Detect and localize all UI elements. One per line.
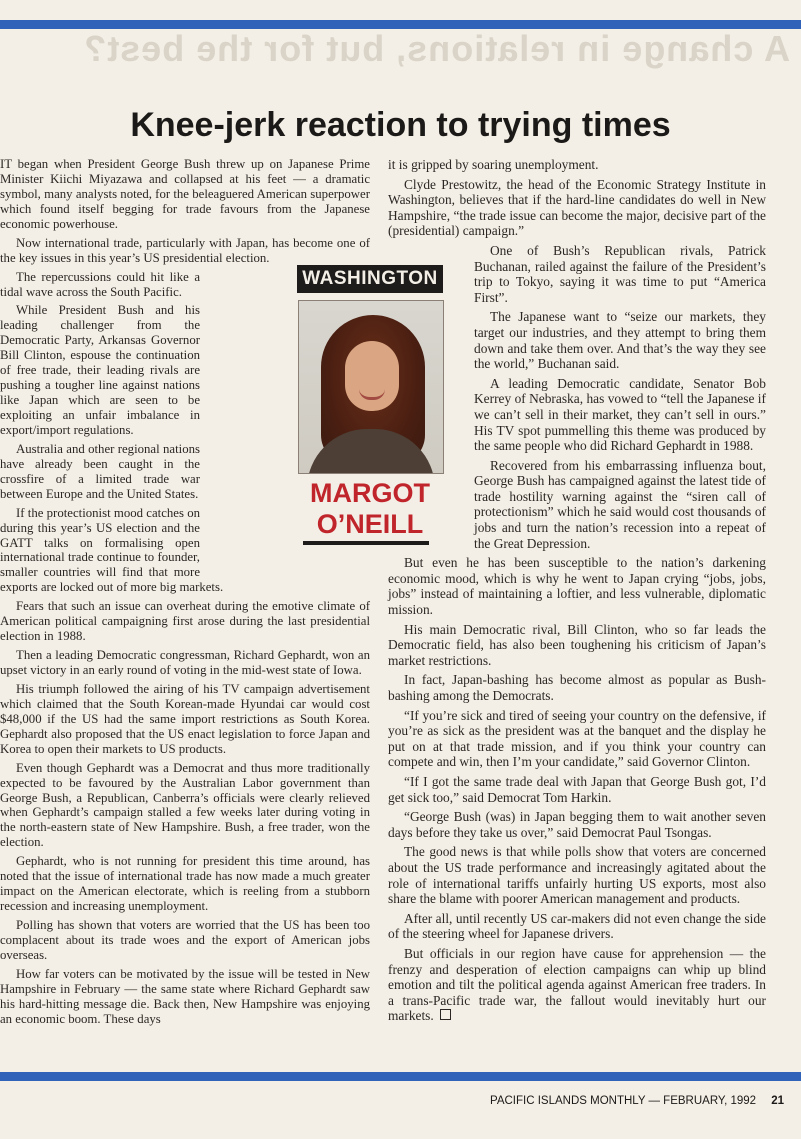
left-paragraph: If the protectionist mood catches on during this year’s US election and the GATT talks on formalising open international trade continue to founder, smaller countries will find that more exports are locked out of more big markets. <box>0 505 224 595</box>
show-through-text: A change in relations, but for the best? <box>83 28 790 69</box>
page-number: 21 <box>771 1095 785 1107</box>
right-paragraph: His main Democratic rival, Bill Clinton, who so far leads the Democratic field, has also been toughening his criticism of Japan’s market restrictions. <box>388 621 766 668</box>
right-paragraph: But even he has been susceptible to the nation’s darkening economic mood, which is why he went to Japan crying “jobs, jobs, jobs” instead of maintaining a loftier, and less vulnerable, diplomatic mission. <box>388 555 766 618</box>
right-paragraph: it is gripped by soaring unemployment. <box>388 157 599 172</box>
right-paragraph: Clyde Prestowitz, the head of the Economic Strategy Institute in Washington, believes that if the hard-line candidates do well in New Hampshire, “the trade issue can become the major, decisive part of the (presidential) campaign.” <box>388 176 766 239</box>
end-mark <box>440 1009 451 1020</box>
author-first-name: MARGOT <box>310 478 430 508</box>
left-paragraph: His triumph followed the airing of his TV campaign advertisement which claimed that the South Korean-made Hyundai car would cost $48,000 if the US had the same import restrictions as South Korea. Gephardt also proposed that the US enact legislation to force Japan and Korea to open their markets to US products. <box>0 681 370 756</box>
right-paragraph: “If I got the same trade deal with Japan that George Bush got, I’d get sick too,” said Democrat Tom Harkin. <box>388 773 766 805</box>
bottom-rule <box>0 1072 801 1081</box>
right-paragraph: The good news is that while polls show that voters are concerned about the US trade performance and increasingly agitated about the role of international tariffs unfairly hurting US exports, most also share the blame with poorer American management and products. <box>388 844 766 907</box>
left-paragraph: Gephardt, who is not running for president this time around, has noted that the issue of international trade has now made a much greater impact on the American electorate, which is reeling from a stubborn recession and increasing unemployment. <box>0 854 370 914</box>
right-column <box>388 157 766 1028</box>
right-paragraph: “If you’re sick and tired of seeing your country on the defensive, if you’re as sick as the president was at the banquet and the display he put on at that trade mission, and if you think your country can compete and win, then I’m your candidate,” said Governor Clinton. <box>388 707 766 770</box>
right-paragraph: “George Bush (was) in Japan begging them to wait another seven days before they take us over,” said Democrat Paul Tsongas. <box>388 809 766 840</box>
author-byline <box>298 478 442 540</box>
author-last-name: O’NEILL <box>316 509 424 539</box>
left-paragraph: The repercussions could hit like a tidal wave across the South Pacific. <box>0 269 200 299</box>
right-paragraph: But officials in our region have cause for apprehension — the frenzy and desperation of election campaigns can whip up blind emotion and tilt the political agenda against American free traders. In a trans-Pacific trade war, the fallout would inevitably hurt our markets. <box>388 945 766 1024</box>
left-paragraph: How far voters can be motivated by the issue will be tested in New Hampshire in February — the same state where Richard Gephardt saw his hard-hitting message die. Back then, New Hampshire was enjoying an economic boom. These days <box>0 966 370 1026</box>
left-paragraph: Australia and other regional nations have already been caught in the crossfire of a limited trade war between Europe and the United States. <box>0 441 200 501</box>
right-paragraph: A leading Democratic candidate, Senator Bob Kerrey of Nebraska, has vowed to “tell the Japanese if we can’t sell in their market, they can’t sell in ours.” His TV spot pummelling this theme was produced by the same people who did Richard Gephardt in 1988. <box>474 375 766 454</box>
right-paragraph: One of Bush’s Republican rivals, Patrick Buchanan, railed against the failure of the President’s trip to Tokyo, saying it was time to put “America First”. <box>474 242 766 305</box>
page-footer <box>490 1095 785 1107</box>
right-paragraph: Recovered from his embarrassing influenza bout, George Bush has campaigned against the latest tide of trade hostility warning against the “siren call of protectionism” which he said would cost thousands of jobs and turn the nation’s recession into a repeat of the Great Depression. <box>474 457 766 551</box>
left-paragraph: Even though Gephardt was a Democrat and thus more traditionally expected to be favoured by the Australian Labor government than George Bush, a Republican, Canberra’s officials were clearly relieved when Gephardt’s campaign stalled a few weeks later during voting in the north-eastern state of New Hampshire. Bush, a free trader, won the election. <box>0 760 370 850</box>
byline-rule <box>303 541 429 545</box>
right-paragraph: After all, until recently US car-makers did not even change the side of the steering wheel for Japanese drivers. <box>388 910 766 942</box>
right-paragraph: In fact, Japan-bashing has become almost as popular as Bush-bashing among the Democrats. <box>388 672 766 703</box>
left-paragraph: Polling has shown that voters are worried that the US has been too complacent about its trade woes and the export of American jobs overseas. <box>0 918 370 962</box>
author-photo <box>298 300 444 474</box>
left-paragraph: IT began when President George Bush threw up on Japanese Prime Minister Kiichi Miyazawa and collapsed at his feet — a dramatic symbol, many analysts noted, for the beleaguered American superpower which found itself begging for trade favours from the Japanese economic powerhouse. <box>0 157 370 231</box>
right-paragraph: The Japanese want to “seize our markets, they target our industries, and they attempt to bring them down and take them over. And that’s the way they see the world,” Buchanan said. <box>474 309 766 372</box>
left-paragraph: While President Bush and his leading challenger from the Democratic Party, Arkansas Governor Bill Clinton, espouse the continuation of free trade, their leading rivals are pushing a tougher line against nations like Japan which are seen to be exploiting an unfair imbalance in export/import regulations. <box>0 303 200 437</box>
left-paragraph: Then a leading Democratic congressman, Richard Gephardt, won an upset victory in an early round of voting in the mid-west state of Iowa. <box>0 648 370 677</box>
headline: Knee-jerk reaction to trying times <box>130 106 671 144</box>
publication-line: PACIFIC ISLANDS MONTHLY — FEBRUARY, 1992 <box>490 1095 757 1107</box>
section-tag: WASHINGTON <box>297 265 443 293</box>
left-paragraph: Fears that such an issue can overheat during the emotive climate of American political campaigning first arose during the last presidential election in 1988. <box>0 599 370 644</box>
left-paragraph: Now international trade, particularly with Japan, has become one of the key issues in this year’s US presidential election. <box>0 235 370 265</box>
